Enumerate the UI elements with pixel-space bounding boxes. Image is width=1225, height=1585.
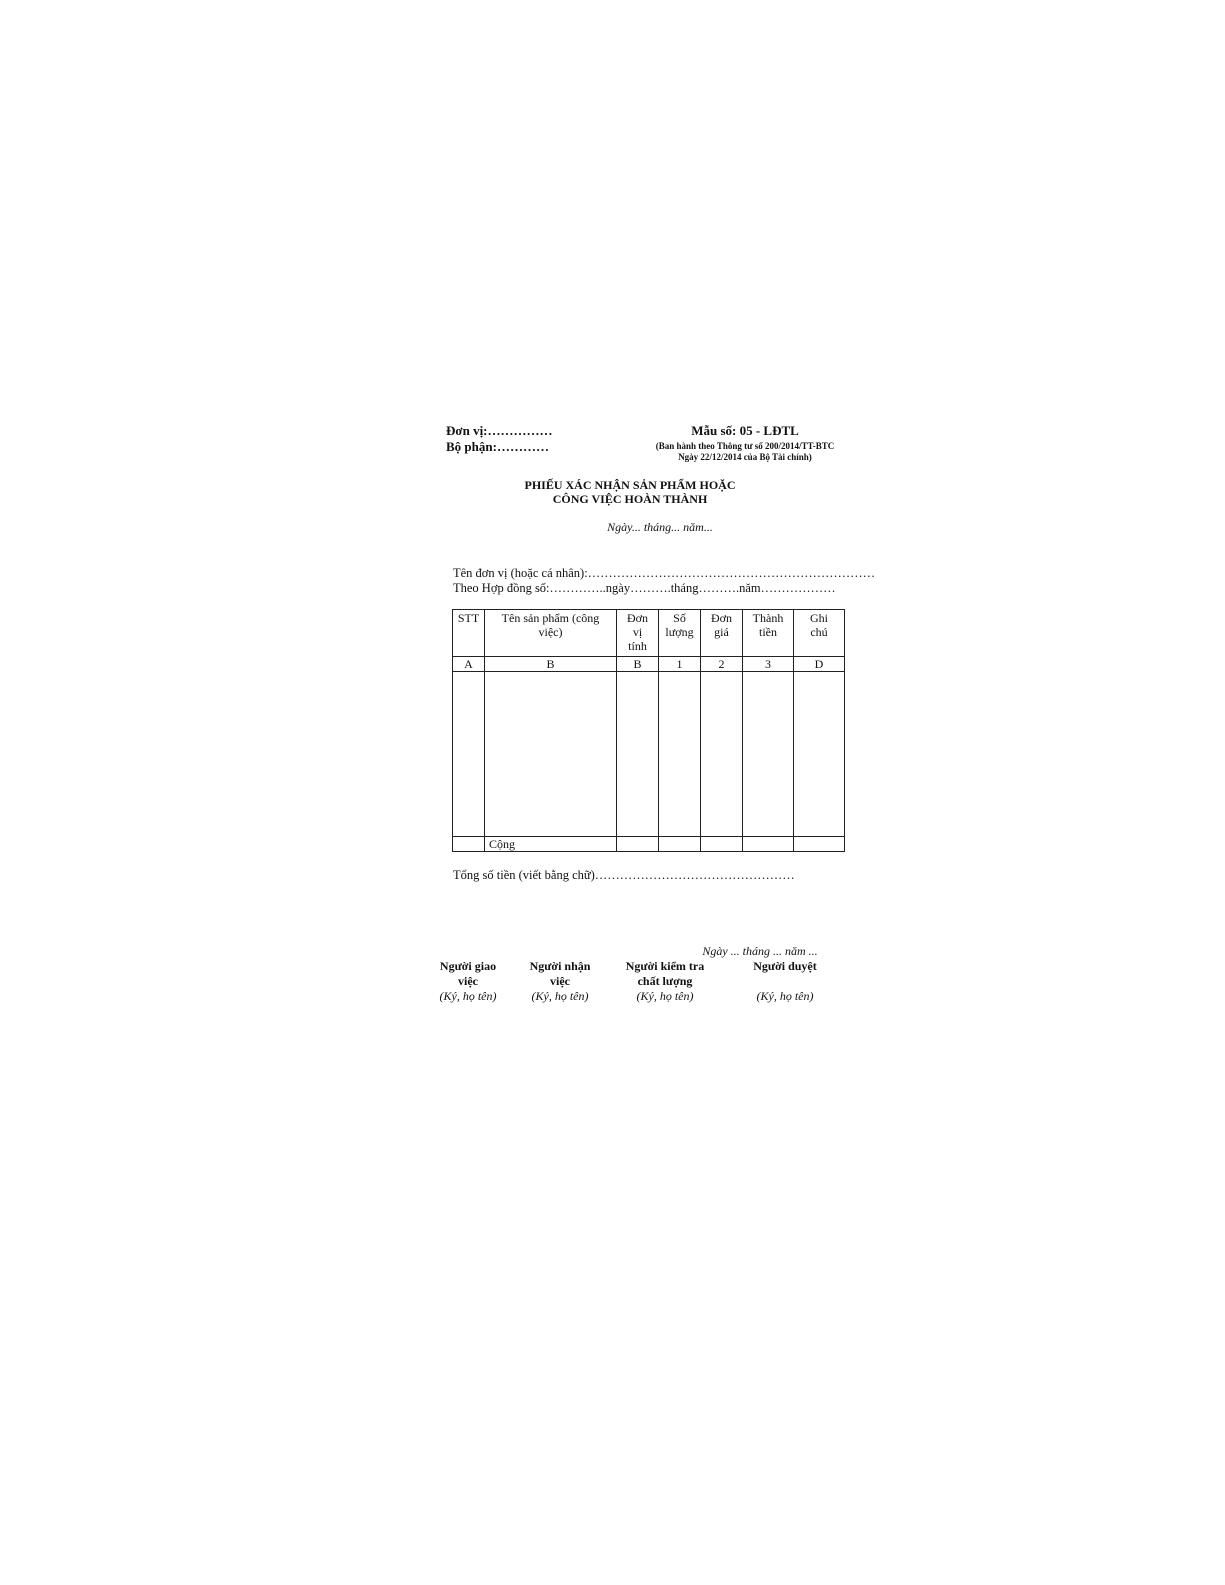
signature-role: Người giao (439, 959, 497, 973)
department-field: Bộ phận:………… (446, 439, 549, 454)
table-cell (453, 837, 485, 852)
signature-note: (Ký, họ tên) (439, 989, 497, 1003)
contract-field: Theo Hợp đồng số:…………..ngày……….tháng……….năm……………… (453, 581, 836, 595)
unit-field: Đơn vị:…………… (446, 423, 553, 438)
signature-note: (Ký, họ tên) (636, 989, 694, 1003)
signature-block-receiver (515, 959, 605, 1004)
unit-name-field: Tên đơn vị (hoặc cá nhân):…………………………………………………………… (453, 566, 876, 580)
code-cell: B (617, 657, 659, 672)
code-cell: D (794, 657, 845, 672)
product-table (452, 609, 845, 852)
signature-role: việc (458, 974, 478, 988)
code-cell: 1 (659, 657, 701, 672)
signature-note: (Ký, họ tên) (531, 989, 589, 1003)
header-stt: STT (453, 610, 485, 657)
signature-block-approver (735, 959, 835, 1004)
table-code-row (453, 657, 845, 672)
code-cell: A (453, 657, 485, 672)
signature-block-assigner (428, 959, 508, 1004)
table-cell (743, 837, 794, 852)
table-cell (617, 672, 659, 837)
table-cell (794, 672, 845, 837)
table-cell (659, 672, 701, 837)
signature-role (735, 974, 835, 989)
table-cell (453, 672, 485, 837)
signature-role: Người duyệt (753, 959, 817, 973)
code-cell: 3 (743, 657, 794, 672)
header-product: Tên sản phẩm (công việc) (485, 610, 617, 657)
code-cell: B (485, 657, 617, 672)
signature-date: Ngày ... tháng ... năm ... (702, 944, 818, 958)
signature-role: chất lượng (637, 974, 693, 988)
table-cell (743, 672, 794, 837)
signature-role: Người kiểm tra (625, 959, 705, 973)
table-total-row (453, 837, 845, 852)
total-label: Cộng (485, 837, 617, 852)
table-cell (617, 837, 659, 852)
signature-block-inspector (610, 959, 720, 1004)
signature-role: việc (550, 974, 570, 988)
form-issued-note (600, 441, 890, 463)
document-date: Ngày... tháng... năm... (607, 520, 713, 534)
title-line-2: CÔNG VIỆC HOÀN THÀNH (552, 492, 708, 506)
header-quantity: Số lượng (659, 610, 701, 657)
code-cell: 2 (701, 657, 743, 672)
table-body-row (453, 672, 845, 837)
title-line-1: PHIẾU XÁC NHẬN SẢN PHẨM HOẶC (524, 478, 736, 492)
table-header-row (453, 610, 845, 657)
total-amount-words: Tổng số tiền (viết bằng chữ)………………………………………… (453, 868, 795, 882)
table-cell (701, 837, 743, 852)
form-code: Mẫu số: 05 - LĐTL (691, 423, 799, 438)
header-unit: Đơn vị tính (617, 610, 659, 657)
header-note: Ghi chú (794, 610, 845, 657)
table-cell (794, 837, 845, 852)
document-title (480, 478, 780, 506)
table-cell (701, 672, 743, 837)
signature-role: Người nhận (529, 959, 591, 973)
issued-line-1: (Ban hành theo Thông tư số 200/2014/TT-BTC (655, 441, 835, 451)
header-amount: Thành tiền (743, 610, 794, 657)
header-unit-price: Đơn giá (701, 610, 743, 657)
signature-note: (Ký, họ tên) (756, 989, 814, 1003)
table-cell (659, 837, 701, 852)
issued-line-2: Ngày 22/12/2014 của Bộ Tài chính) (678, 452, 812, 462)
table-cell (485, 672, 617, 837)
